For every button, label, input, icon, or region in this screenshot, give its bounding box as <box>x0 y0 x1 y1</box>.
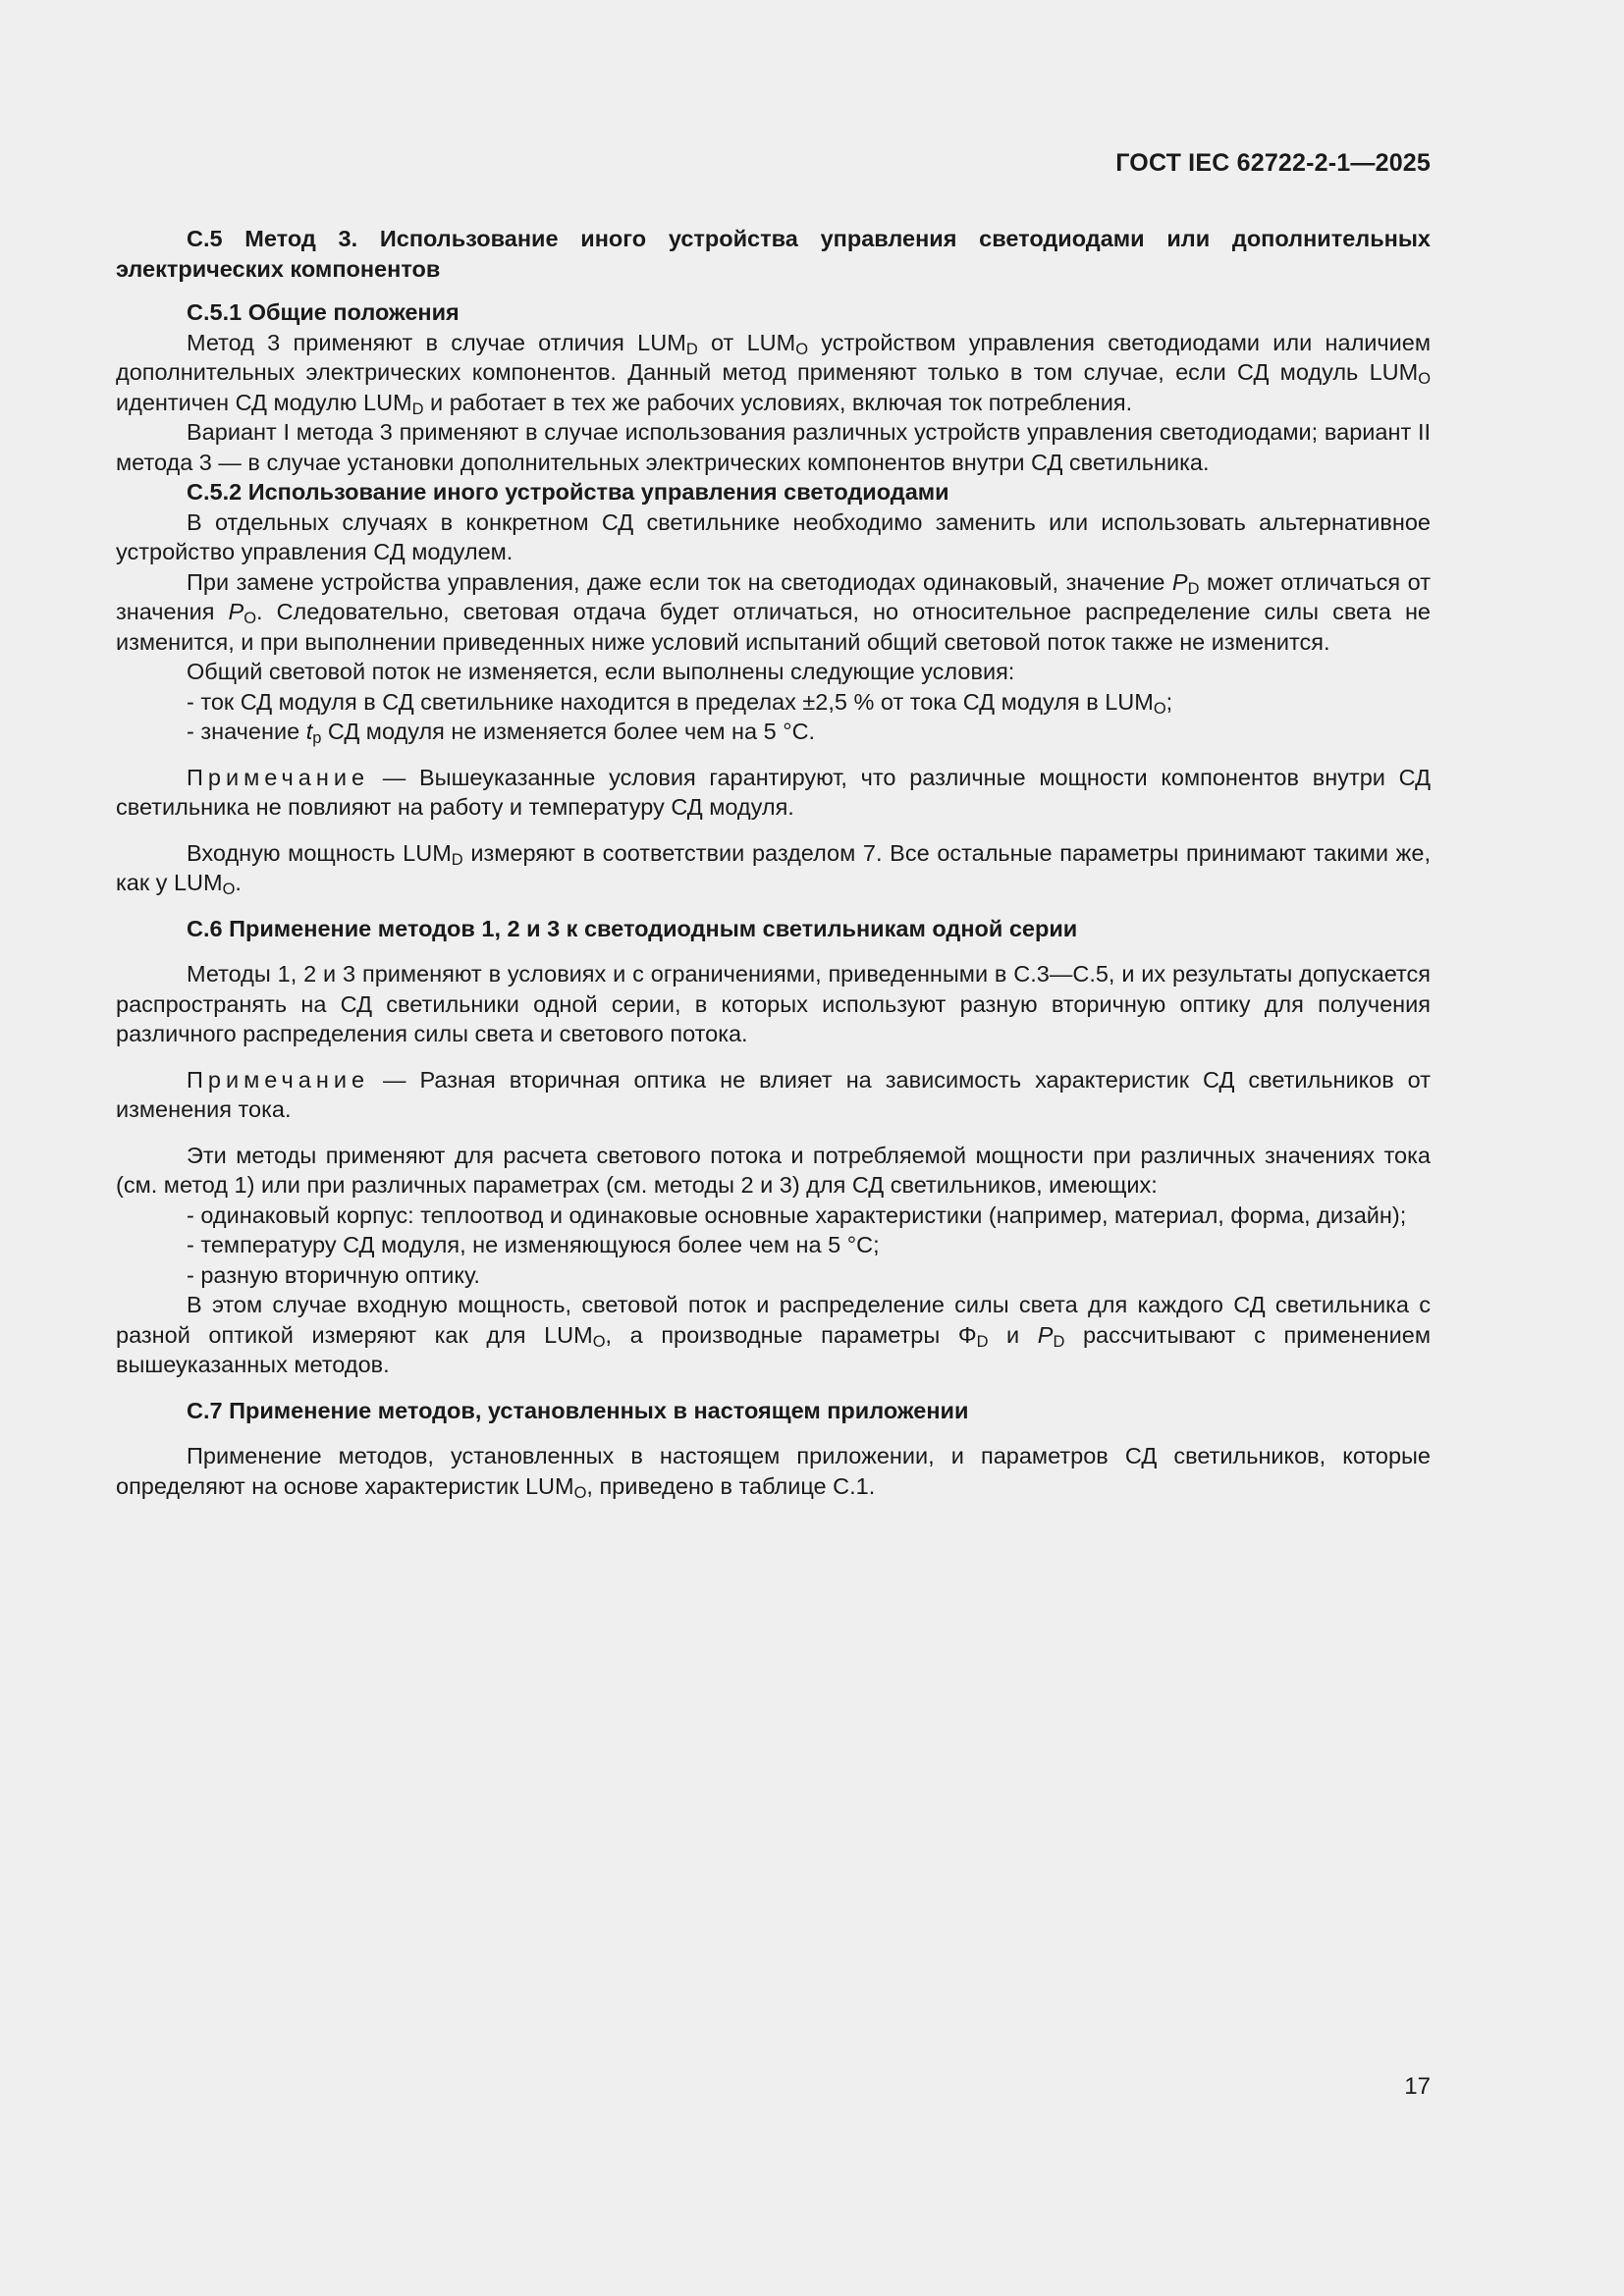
c52-paragraph-3: Общий световой поток не изменяется, если выполнены следующие условия: <box>187 659 1015 684</box>
c51-paragraph-2: Вариант I метода 3 применяют в случае использования различных устройств управления светодиодами; вариант II метода 3 — в случае установки дополнительных электрических компонентов внутри СД светильника. <box>116 419 1431 475</box>
c7-paragraph-1: Применение методов, установленных в настоящем приложении, и параметров СД светильников, которые определяют на основе характеристик $LUM_O$, приведено в таблице С.1. <box>116 1443 1431 1502</box>
c52-note: Примечание — Вышеуказанные условия гарантируют, что различные мощности компонентов внутри СД светильника не повлияют на работу и температуру СД модуля. <box>116 764 1431 820</box>
c6-list-item-2: - температуру СД модуля, не изменяющуюся более чем на 5 °С; <box>187 1232 880 1257</box>
c52-paragraph-4: Входную мощность $LUM_D$ измеряют в соответствии разделом 7. Все остальные параметры принимают такими же, как у $LUM_O$. <box>116 839 1431 899</box>
section-c5-title: С.5 Метод 3. Использование иного устройства управления светодиодами или дополнительных электрических компонентов <box>116 226 1431 282</box>
page-header: ГОСТ IEC 62722-2-1—2025 <box>1115 149 1431 177</box>
page-number: 17 <box>1404 2073 1431 2100</box>
c52-paragraph-1: В отдельных случаях в конкретном СД светильнике необходимо заменить или использовать альтернативное устройство управления СД модулем. <box>116 508 1431 564</box>
section-c6-title: С.6 Применение методов 1, 2 и 3 к светодиодным светильникам одной серии <box>187 915 1078 941</box>
c6-paragraph-3: В этом случае входную мощность, световой поток и распределение силы света для каждого СД светильника с разной оптикой измеряют как для $LUM_O$, а производные параметры $\Phi_D$ и $P_D$ рассчитывают с применением вышеуказанных методов. <box>116 1292 1432 1377</box>
c52-list-item-2: - значение $t_p$ СД модуля не изменяется более чем на 5 °С. <box>187 719 816 748</box>
section-c7-title: С.7 Применение методов, установленных в настоящем приложении <box>187 1397 969 1423</box>
document-body <box>116 224 1431 1501</box>
section-c52-title: С.5.2 Использование иного устройства управления светодиодами <box>187 479 949 505</box>
c52-paragraph-2: При замене устройства управления, даже если ток на светодиодах одинаковый, значение $P_D$ может отличаться от значения $P_O$. Следовательно, световая отдача будет отличаться, но относительное распределение силы света не изменится, и при выполнении приведенных ниже условий испытаний общий световой поток также не изменится. <box>116 568 1432 655</box>
c6-list-item-3: - разную вторичную оптику. <box>187 1261 480 1288</box>
c6-paragraph-2: Эти методы применяют для расчета светового потока и потребляемой мощности при различных значениях тока (см. метод 1) или при различных параметрах (см. методы 2 и 3) для СД светильников, имеющих: <box>116 1142 1431 1198</box>
c6-paragraph-1: Методы 1, 2 и 3 применяют в условиях и с ограничениями, приведенными в С.3—С.5, и их результаты допускается распространять на СД светильники одной серии, в которых используют разную вторичную оптику для получения различного распределения силы света и светового потока. <box>116 961 1431 1046</box>
c6-note: Примечание — Разная вторичная оптика не влияет на зависимость характеристик СД светильников от изменения тока. <box>116 1066 1431 1122</box>
c52-list-item-1: - ток СД модуля в СД светильнике находится в пределах ±2,5 % от тока СД модуля в $LUM_O$; <box>187 688 1173 718</box>
c51-paragraph-1: Метод 3 применяют в случае отличия $LUM_D$ от $LUM_O$ устройством управления светодиодами или наличием дополнительных электрических компонентов. Данный метод применяют только в том случае, если СД модуль $LUM_O$ идентичен СД модулю $LUM_D$ и работает в тех же рабочих условиях, включая ток потребления. <box>116 329 1432 418</box>
section-c51-title: С.5.1 Общие положения <box>187 299 460 325</box>
c6-list-item-1: - одинаковый корпус: теплоотвод и одинаковые основные характеристики (например, материал, форма, дизайн); <box>187 1201 1407 1228</box>
